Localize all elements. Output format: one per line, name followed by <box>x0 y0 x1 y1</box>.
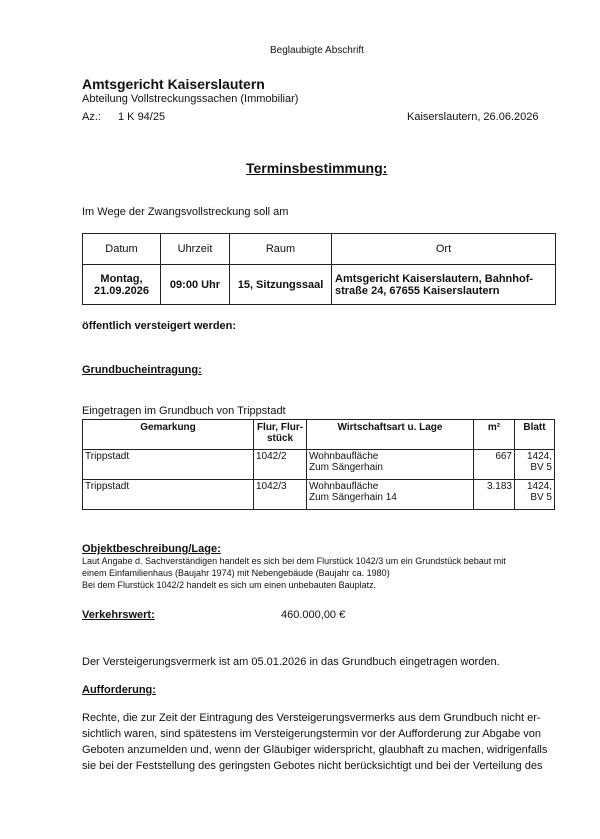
request-line-1: Rechte, die zur Zeit der Eintragung des Versteigerungsvermerks aus dem Grundbuch nicht er- <box>82 712 541 724</box>
col-blatt: Blatt <box>515 420 555 450</box>
row-m2: 3.183 <box>474 480 515 510</box>
document-title: Terminsbestimmung: <box>246 160 388 176</box>
col-flur <box>254 420 307 450</box>
court-department: Abteilung Vollstreckungssachen (Immobiliar) <box>82 93 299 105</box>
row-blatt <box>515 450 555 480</box>
row-art-line2: Zum Sängerhain 14 <box>309 492 397 503</box>
col-m2: m² <box>474 420 515 450</box>
certified-copy-label: Beglaubigte Abschrift <box>270 45 364 56</box>
row-m2: 667 <box>474 450 515 480</box>
land-register-heading: Grundbucheintragung: <box>82 364 202 376</box>
market-value: 460.000,00 € <box>281 609 346 621</box>
row-art-line1: Wohnbaufläche <box>309 481 379 492</box>
col-gemarkung: Gemarkung <box>83 420 254 450</box>
row-art-line2: Zum Sängerhain <box>309 462 383 473</box>
row-blatt-line2: BV 5 <box>530 492 552 503</box>
row-blatt-line2: BV 5 <box>530 462 552 473</box>
schedule-place <box>332 265 556 305</box>
place-date: Kaiserslautern, 26.06.2026 <box>407 111 539 123</box>
schedule-place-line1: Amtsgericht Kaiserslautern, Bahnhof- <box>335 272 534 285</box>
row-flur: 1042/3 <box>254 480 307 510</box>
row-art-line1: Wohnbaufläche <box>309 451 379 462</box>
auction-text: öffentlich versteigert werden: <box>82 320 237 332</box>
row-blatt <box>515 480 555 510</box>
row-gemarkung: Trippstadt <box>83 480 254 510</box>
table-row <box>83 450 555 480</box>
schedule-header-place: Ort <box>332 234 556 265</box>
request-line-2: sichtlich waren, sind spätestens im Versteigerungstermin vor der Aufforderung zur Abgabe von <box>82 728 541 740</box>
row-blatt-line1: 1424, <box>526 481 552 492</box>
table-row <box>83 480 555 510</box>
object-line-3: Bei dem Flurstück 1042/2 handelt es sich um einen unbebauten Bauplatz. <box>82 580 377 590</box>
col-flur-line2: stück <box>266 433 294 444</box>
object-heading: Objektbeschreibung/Lage: <box>82 543 221 555</box>
file-number-label: Az.: <box>82 111 101 123</box>
schedule-header-date: Datum <box>83 234 161 265</box>
market-value-label: Verkehrswert: <box>82 609 155 621</box>
auction-note: Der Versteigerungsvermerk ist am 05.01.2026 in das Grundbuch eingetragen worden. <box>82 656 500 668</box>
schedule-table <box>82 233 556 305</box>
row-gemarkung: Trippstadt <box>83 450 254 480</box>
col-wirtschaftsart: Wirtschaftsart u. Lage <box>307 420 474 450</box>
schedule-place-line2: straße 24, 67655 Kaiserslautern <box>335 284 500 297</box>
schedule-date-value: 21.09.2026 <box>93 284 150 297</box>
schedule-header-time: Uhrzeit <box>161 234 230 265</box>
object-line-2: einem Einfamilienhaus (Baujahr 1974) mit Nebengebäude (Baujahr ca. 1980) <box>82 568 390 578</box>
row-flur: 1042/2 <box>254 450 307 480</box>
row-wirtschaftsart <box>307 480 474 510</box>
intro-text: Im Wege der Zwangsvollstreckung soll am <box>82 206 289 218</box>
schedule-room: 15, Sitzungssaal <box>230 265 332 305</box>
schedule-weekday: Montag, <box>100 272 143 285</box>
schedule-header-room: Raum <box>230 234 332 265</box>
request-line-3: Geboten anzumelden und, wenn der Gläubiger widerspricht, glaubhaft zu machen, widrigenfalls <box>82 744 548 756</box>
row-blatt-line1: 1424, <box>526 451 552 462</box>
court-name: Amtsgericht Kaiserslautern <box>82 76 265 92</box>
request-heading: Aufforderung: <box>82 684 156 696</box>
file-number: 1 K 94/25 <box>118 111 166 123</box>
object-line-1: Laut Angabe d. Sachverständigen handelt es sich bei dem Flurstück 1042/3 um ein Grundstück bebaut mit <box>82 556 506 566</box>
schedule-time: 09:00 Uhr <box>161 265 230 305</box>
request-line-4: sie bei der Feststellung des geringsten Gebotes nicht berücksichtigt und bei der Verteilung des <box>82 760 543 772</box>
row-wirtschaftsart <box>307 450 474 480</box>
registered-in-text: Eingetragen im Grundbuch von Trippstadt <box>82 405 286 417</box>
land-register-table <box>82 419 555 510</box>
col-flur-line1: Flur, Flur- <box>256 422 304 433</box>
schedule-date <box>83 265 161 305</box>
